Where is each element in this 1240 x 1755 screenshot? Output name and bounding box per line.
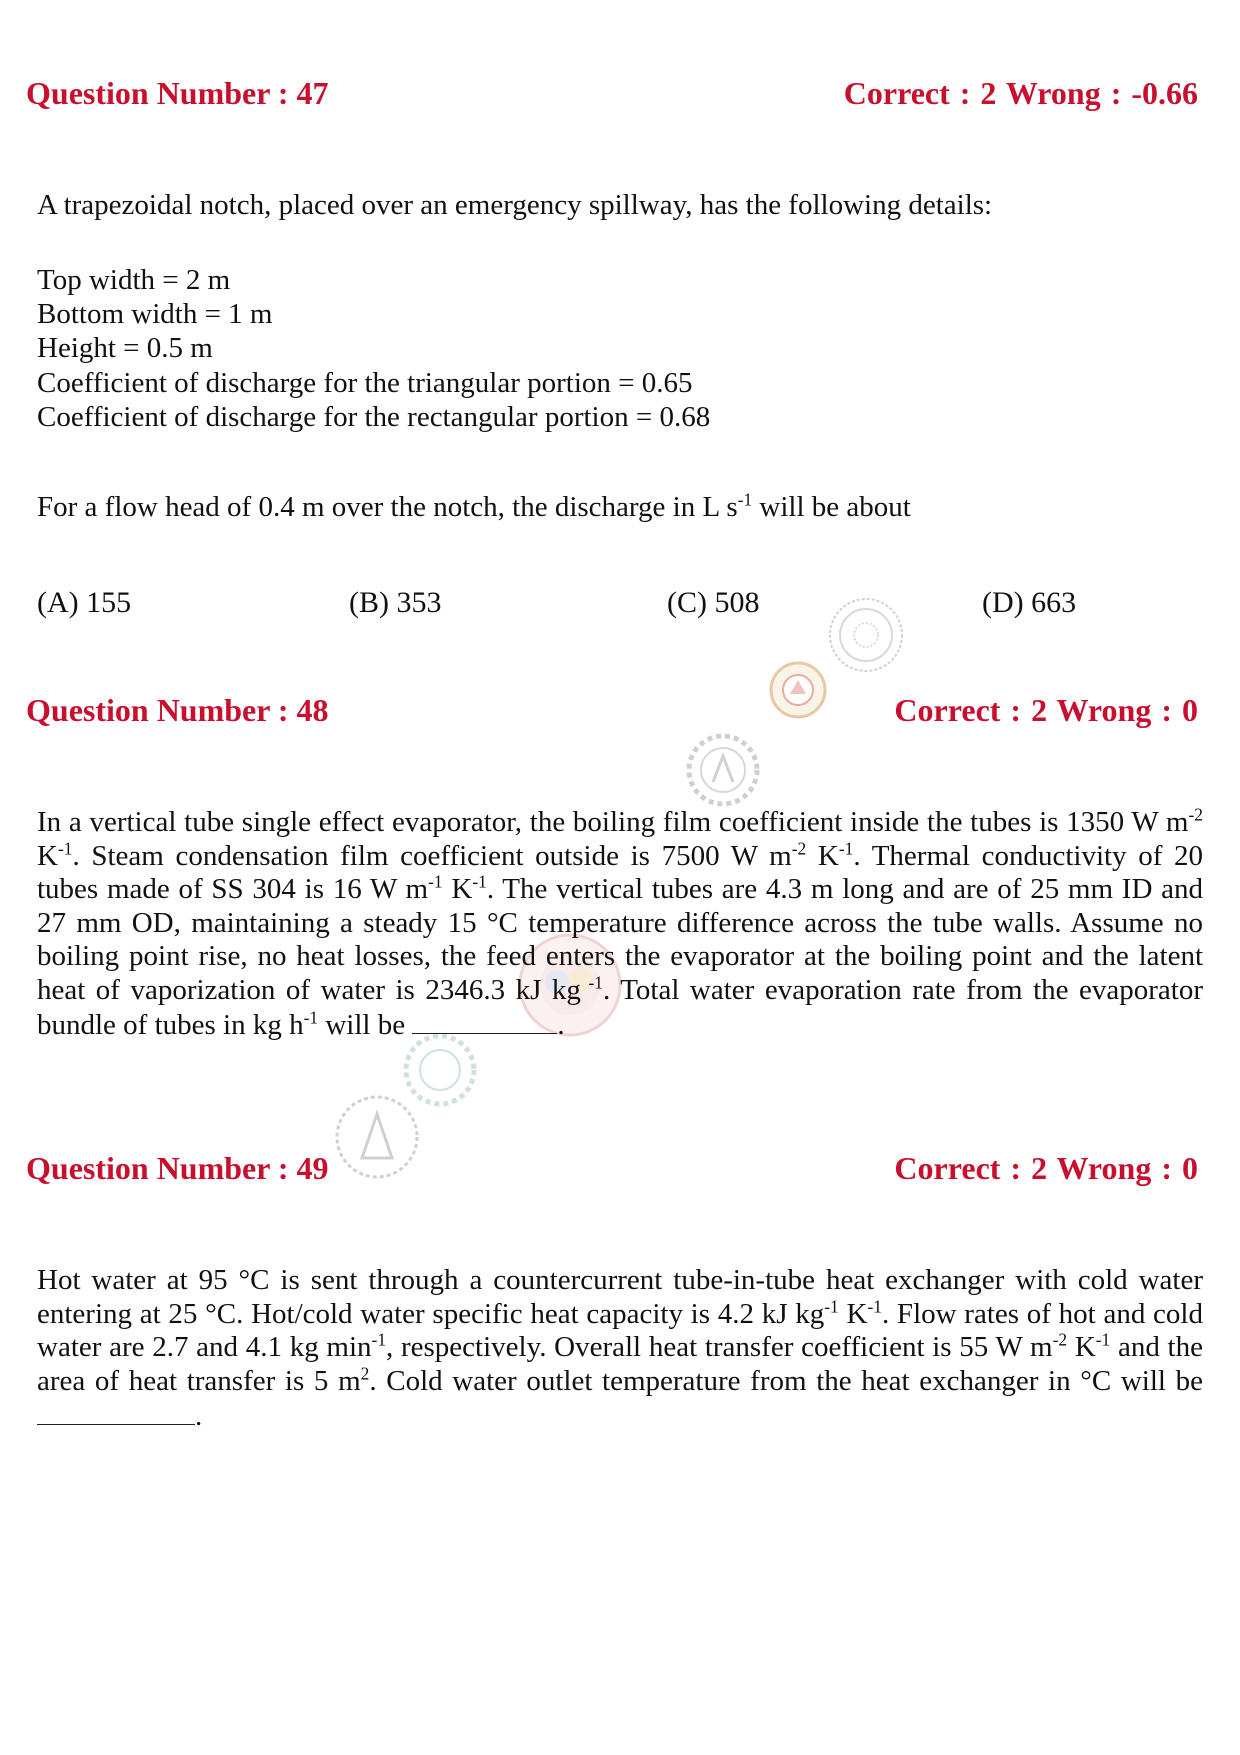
detail-line: Height = 0.5 m <box>37 332 213 365</box>
text-run: . Flow rates of hot and cold water are 2.7 and 4.1 kg min <box>37 1297 1203 1363</box>
detail-line: Bottom width = 1 m <box>37 298 273 331</box>
text-run: . Cold water outlet temperature from the heat exchanger in °C will be <box>369 1364 1203 1397</box>
question-49-text <box>37 1264 1203 1434</box>
option-d[interactable]: (D) 663 <box>982 586 1077 619</box>
text-run: . Steam condensation film coefficient outside is 7500 W m <box>72 839 792 872</box>
detail-line: Coefficient of discharge for the rectangular portion = 0.68 <box>37 400 711 433</box>
superscript: -1 <box>303 1007 319 1028</box>
gear-logo-watermark-icon <box>683 730 763 810</box>
question-47-stem <box>37 490 1203 524</box>
marks-label: Correct : 2 Wrong : 0 <box>894 692 1198 728</box>
text-run: and the area of heat transfer is 5 m <box>37 1331 1203 1397</box>
question-47-intro <box>37 188 1203 222</box>
marks-label: Correct : 2 Wrong : -0.66 <box>843 75 1198 111</box>
stem-superscript: -1 <box>737 489 753 510</box>
detail-line: Coefficient of discharge for the triangular portion = 0.65 <box>37 366 693 399</box>
text-run: . <box>557 1009 565 1041</box>
text-run: will be <box>318 1009 413 1041</box>
superscript: -1 <box>824 1295 839 1316</box>
superscript: -2 <box>791 837 807 858</box>
text-run: K <box>1067 1331 1096 1363</box>
superscript: -2 <box>1188 804 1203 825</box>
option-b[interactable]: (B) 353 <box>349 586 442 619</box>
text-run: Hot water at 95 °C is sent through a countercurrent tube-in-tube heat exchanger with cold water entering at 25 °C. Hot/cold water specific heat capacity is 4.2 kJ kg <box>37 1264 1203 1330</box>
superscript: -1 <box>867 1295 882 1316</box>
option-c[interactable]: (C) 508 <box>667 586 760 619</box>
question-48-header <box>26 692 1198 729</box>
superscript: -1 <box>371 1329 387 1350</box>
option-a[interactable]: (A) 155 <box>37 586 132 619</box>
answer-blank[interactable] <box>37 1398 195 1425</box>
text-run: . Total water evaporation rate from the evaporator bundle of tubes in kg h <box>37 973 1203 1041</box>
answer-blank[interactable] <box>412 1007 557 1034</box>
question-47-header <box>26 75 1198 112</box>
text-run: K <box>806 839 839 872</box>
text-run: . Thermal conductivity of 20 tubes made of SS 304 is 16 W m <box>37 839 1203 905</box>
superscript: -1 <box>472 871 487 892</box>
question-47-details <box>37 263 1203 434</box>
text-run: K <box>838 1297 868 1330</box>
stem-text: will be about <box>752 491 911 523</box>
text-run: K <box>442 873 473 905</box>
text-run: . <box>195 1400 203 1432</box>
superscript: -1 <box>1095 1329 1111 1350</box>
marks-label: Correct : 2 Wrong : 0 <box>894 1150 1198 1186</box>
text-run: , respectively. Overall heat transfer coefficient is 55 W m <box>386 1331 1053 1363</box>
superscript: -1 <box>838 837 854 858</box>
superscript: -1 <box>428 871 443 892</box>
superscript: 2 <box>360 1362 370 1383</box>
superscript: -1 <box>57 837 73 858</box>
superscript: -2 <box>1052 1329 1068 1350</box>
superscript: -1 <box>580 971 603 992</box>
detail-line: Top width = 2 m <box>37 264 231 296</box>
question-49-header <box>26 1150 1198 1187</box>
question-48-text <box>37 806 1203 1043</box>
seal-watermark-icon <box>826 595 906 675</box>
text-run: In a vertical tube single effect evaporator, the boiling film coefficient inside the tubes is 1350 W m <box>37 806 1189 838</box>
question-intro-text: A trapezoidal notch, placed over an emergency spillway, has the following details: <box>37 189 993 221</box>
text-run: K <box>37 839 58 872</box>
question-number-label: Question Number : 47 <box>26 75 329 111</box>
text-run: . The vertical tubes are 4.3 m long and are of 25 mm ID and 27 mm OD, maintaining a steady 15 °C temperature difference across the tube walls. Assume no boiling point rise, no heat losses, the feed enters the evaporator at the boiling point and the latent heat of vaporization of water is 2346.3 kJ kg <box>37 873 1204 1006</box>
stem-text: For a flow head of 0.4 m over the notch, the discharge in L s <box>37 491 738 523</box>
question-number-label: Question Number : 49 <box>26 1150 329 1186</box>
question-number-label: Question Number : 48 <box>26 692 329 728</box>
